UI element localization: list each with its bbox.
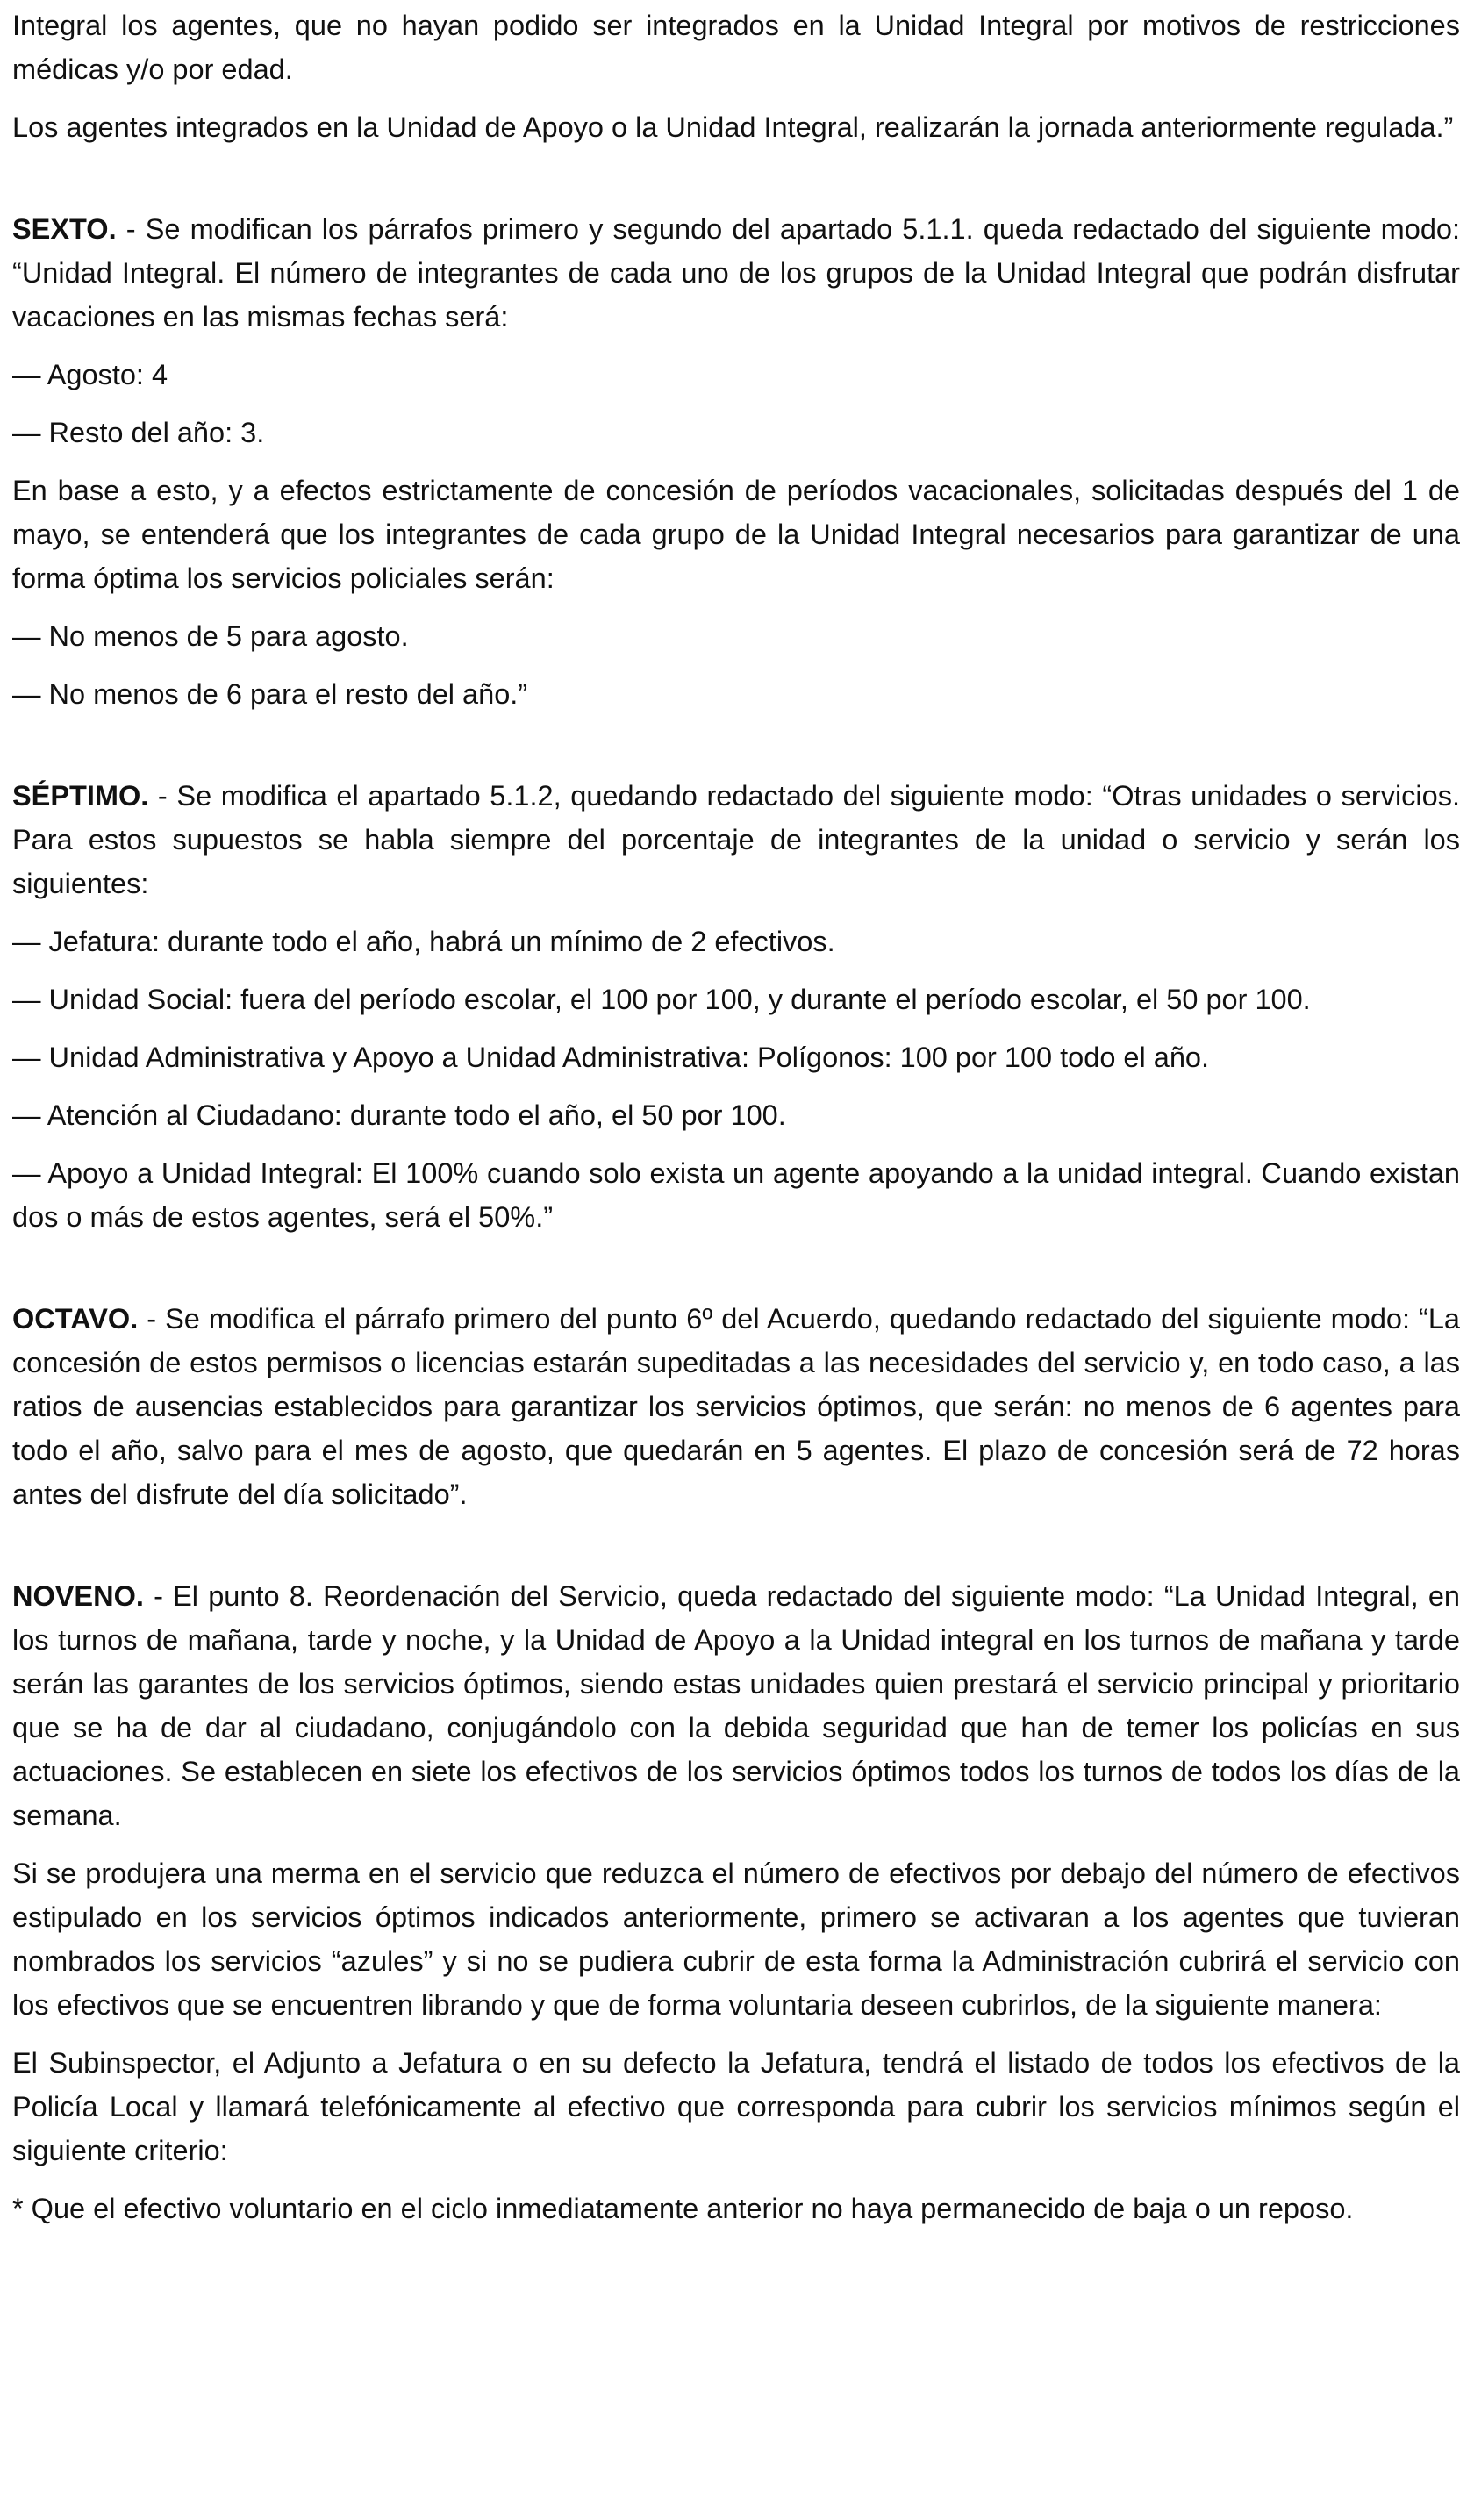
septimo-item-4: — Atención al Ciudadano: durante todo el año, el 50 por 100. [12, 1099, 786, 1131]
document-page [12, 0, 1460, 2230]
septimo-item-2: — Unidad Social: fuera del período escolar, el 100 por 100, y durante el período escolar, el 50 por 100. [12, 984, 1311, 1015]
septimo-item-3: — Unidad Administrativa y Apoyo a Unidad Administrativa: Polígonos: 100 por 100 todo el año. [12, 1042, 1210, 1073]
noveno-paragraph-4: * Que el efectivo voluntario en el ciclo inmediatamente anterior no haya permanecido de baja o un reposo. [12, 2193, 1354, 2224]
noveno-paragraph-3: El Subinspector, el Adjunto a Jefatura o en su defecto la Jefatura, tendrá el listado de todos los efectivos de la Policía Local y llamará telefónicamente al efectivo que corresponda para cubrir los servicios mínimos según el siguiente criterio: [12, 2047, 1460, 2166]
sexto-text-1: - Se modifican los párrafos primero y segundo del apartado 5.1.1. queda redactado del siguiente modo: “Unidad Integral. El número de integrantes de cada uno de los grupos de la Unidad Integral que podrán disfrutar vacaciones en las mismas fechas será: [12, 213, 1460, 333]
intro-paragraph-1: Integral los agentes, que no hayan podido ser integrados en la Unidad Integral por motivos de restricciones médicas y/o por edad. [12, 10, 1460, 85]
sexto-item-2: — Resto del año: 3. [12, 417, 265, 448]
sexto-item-3: — No menos de 5 para agosto. [12, 620, 409, 652]
sexto-heading: SEXTO. [12, 213, 117, 245]
octavo-text-1: - Se modifica el párrafo primero del punto 6º del Acuerdo, quedando redactado del siguiente modo: “La concesión de estos permisos o licencias estarán supeditadas a las necesidades del servicio y, en todo caso, a las ratios de ausencias establecidos para garantizar los servicios óptimos, que serán: no menos de 6 agentes para todo el año, salvo para el mes de agosto, que quedarán en 5 agentes. El plazo de concesión será de 72 horas antes del disfrute del día solicitado”. [12, 1303, 1460, 1510]
octavo-heading: OCTAVO. [12, 1303, 139, 1335]
noveno-paragraph-2: Si se produjera una merma en el servicio que reduzca el número de efectivos por debajo del número de efectivos estipulado en los servicios óptimos indicados anteriormente, primero se activaran a los agentes que tuvieran nombrados los servicios “azules” y si no se pudiera cubrir de esta forma la Administración cubrirá el servicio con los efectivos que se encuentren librando y que de forma voluntaria deseen cubrirlos, de la siguiente manera: [12, 1858, 1460, 2021]
sexto-item-1: — Agosto: 4 [12, 359, 168, 390]
sexto-paragraph-1 [12, 207, 1460, 339]
septimo-item-1: — Jefatura: durante todo el año, habrá un mínimo de 2 efectivos. [12, 926, 835, 957]
noveno-text-1: - El punto 8. Reordenación del Servicio, queda redactado del siguiente modo: “La Unidad Integral, en los turnos de mañana, tarde y noche, y la Unidad de Apoyo a la Unidad integral en los turnos de mañana y tarde serán las garantes de los servicios óptimos, siendo estas unidades quien prestará el servicio principal y prioritario que se ha de dar al ciudadano, conjugándolo con la debida seguridad que han de temer los policías en sus actuaciones. Se establecen en siete los efectivos de los servicios óptimos todos los turnos de todos los días de la semana. [12, 1580, 1460, 1831]
noveno-paragraph-1 [12, 1574, 1460, 1837]
noveno-heading: NOVENO. [12, 1580, 144, 1612]
sexto-item-4: — No menos de 6 para el resto del año.” [12, 678, 528, 710]
septimo-heading: SÉPTIMO. [12, 780, 149, 812]
octavo-paragraph-1 [12, 1297, 1460, 1516]
septimo-text-1: - Se modifica el apartado 5.1.2, quedando redactado del siguiente modo: “Otras unidades o servicios. Para estos supuestos se habla siempre del porcentaje de integrantes de la unidad o servicio y serán los siguientes: [12, 780, 1460, 899]
septimo-item-5: — Apoyo a Unidad Integral: El 100% cuando solo exista un agente apoyando a la unidad integral. Cuando existan dos o más de estos agentes, será el 50%.” [12, 1157, 1460, 1233]
intro-paragraph-2: Los agentes integrados en la Unidad de Apoyo o la Unidad Integral, realizarán la jornada anteriormente regulada.” [12, 111, 1454, 143]
sexto-paragraph-2: En base a esto, y a efectos estrictamente de concesión de períodos vacacionales, solicitadas después del 1 de mayo, se entenderá que los integrantes de cada grupo de la Unidad Integral necesarios para garantizar de una forma óptima los servicios policiales serán: [12, 475, 1460, 594]
septimo-paragraph-1 [12, 774, 1460, 906]
